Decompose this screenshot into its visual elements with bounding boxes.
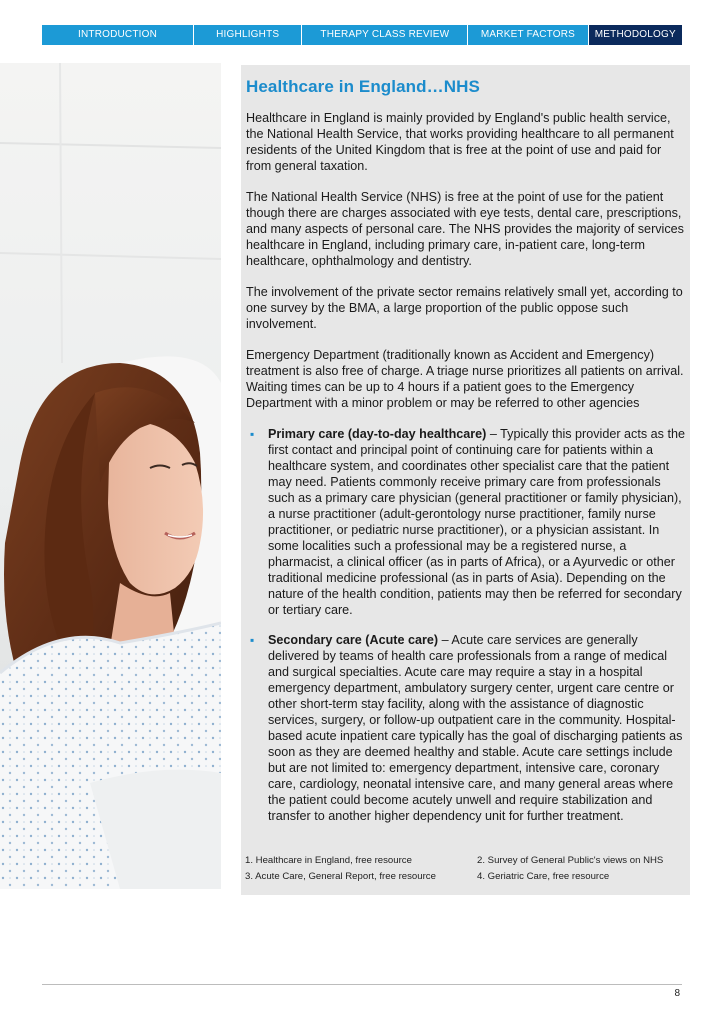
paragraph: The National Health Service (NHS) is free at the point of use for the patient though there are charges associated with eye tests, dental care, prescriptions, and many aspects of personal care. The NHS provides the majority of services healthcare in England, including primary care, in-patient care, long-term healthcare, ophthalmology and dentistry. bbox=[246, 190, 684, 268]
footer-divider bbox=[42, 984, 682, 985]
list-item-text: – Acute care services are generally delivered by teams of health care professionals from a range of medical and surgical specialties. Acute care may require a stay in a hospital emergency department, ambulatory surgery center, urgent care centre or other short-term stay facility, along with the assistance of diagnostic services, surgery, or follow-up outpatient care in the community. Hospital-based acute inpatient care typically has the goal of discharging patients as soon as they are deemed healthy and stable. Acute care settings include but are not limited to: emergency department, intensive care, coronary care, cardiology, neonatal intensive care, and many general areas where the patient could become acutely unwell and require stabilization and transfer to another higher dependency unit for further treatment. bbox=[268, 633, 683, 823]
tab-methodology[interactable]: METHODOLOGY bbox=[588, 25, 682, 45]
tab-highlights[interactable]: HIGHLIGHTS bbox=[193, 25, 301, 45]
paragraph: Emergency Department (traditionally known as Accident and Emergency) treatment is also free of charge. A triage nurse prioritizes all patients on arrival. Waiting times can be up to 4 hours if a patient goes to the Emergency Department with a minor problem or may be referred to other agencies bbox=[246, 348, 684, 410]
page-number: 8 bbox=[674, 988, 680, 999]
tab-market-factors[interactable]: MARKET FACTORS bbox=[467, 25, 587, 45]
references bbox=[245, 853, 685, 885]
list-item bbox=[246, 426, 686, 618]
list-item-heading: Primary care (day-to-day healthcare) bbox=[268, 427, 487, 441]
list-item-text: – Typically this provider acts as the first contact and principal point of continuing care for patients within a healthcare system, and coordinates other specialist care that the patient may need. Patients commonly receive primary care from professionals such as a primary care physician (general practitioner or family physician), a nurse practitioner (adult-gerontology nurse practitioner, family nurse practitioner, or pediatric nurse practitioner), or a physician assistant. In some localities such a professional may be a registered nurse, a pharmacist, a clinical officer (as in parts of Africa), or a Ayurvedic or other traditional medicine professional (as in parts of Asia). Depending on the nature of the health condition, patients may then be referred for secondary or tertiary care. bbox=[268, 427, 685, 617]
reference-item: 1. Healthcare in England, free resource bbox=[245, 855, 412, 866]
square-bullet-icon: ▪ bbox=[250, 427, 255, 441]
woman-patient-illustration bbox=[0, 63, 221, 889]
square-bullet-icon: ▪ bbox=[250, 633, 255, 647]
reference-item: 2. Survey of General Public's views on NHS bbox=[477, 855, 664, 866]
article-panel bbox=[241, 65, 690, 895]
top-navigation bbox=[42, 25, 682, 45]
reference-item: 4. Geriatric Care, free resource bbox=[477, 871, 610, 882]
tab-therapy-class-review[interactable]: THERAPY CLASS REVIEW bbox=[301, 25, 467, 45]
article-title: Healthcare in England…NHS bbox=[246, 77, 480, 96]
article-body bbox=[246, 77, 686, 838]
reference-item: 3. Acute Care, General Report, free resource bbox=[245, 871, 436, 882]
patient-photo bbox=[0, 63, 221, 889]
list-item-heading: Secondary care (Acute care) bbox=[268, 633, 439, 647]
list-item bbox=[246, 632, 686, 824]
care-types-list bbox=[246, 426, 686, 824]
tab-introduction[interactable]: INTRODUCTION bbox=[42, 25, 193, 45]
paragraph: Healthcare in England is mainly provided by England's public health service, the National Health Service, that works providing healthcare to all permanent residents of the United Kingdom that is free at the point of use and paid for from general taxation. bbox=[246, 111, 674, 173]
paragraph: The involvement of the private sector remains relatively small yet, according to one survey by the BMA, a large proportion of the public oppose such involvement. bbox=[246, 285, 683, 331]
